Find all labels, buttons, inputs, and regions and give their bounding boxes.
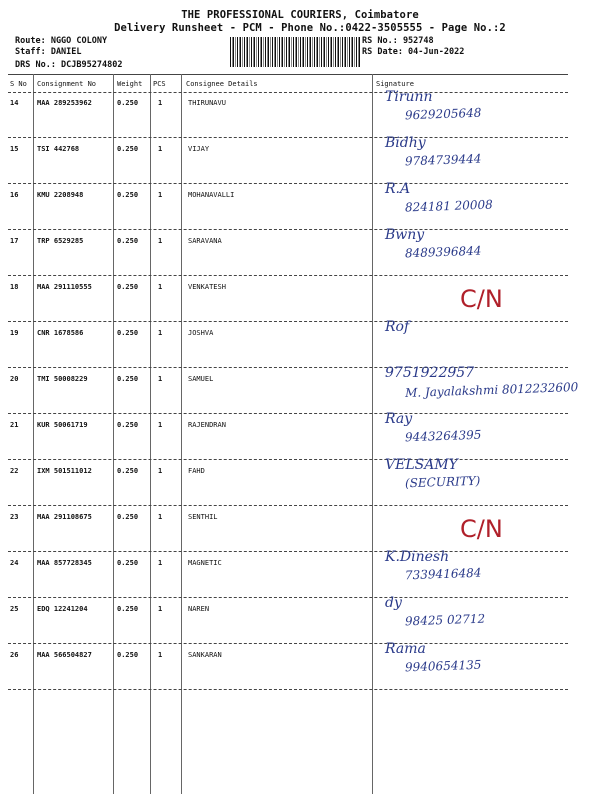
cell-consignee: NAREN	[188, 605, 210, 613]
table-top-border	[8, 74, 568, 75]
cell-consignee: MOHANAVALLI	[188, 191, 235, 199]
cell-sno: 17	[10, 237, 19, 245]
cell-pcs: 1	[158, 651, 163, 659]
cell-consignment: IXM 501511012	[37, 467, 92, 475]
cell-consignee: JOSHVA	[188, 329, 214, 337]
cell-consignee: FAHD	[188, 467, 205, 475]
handwritten-signature: Tirunn	[385, 89, 433, 105]
table-row	[0, 135, 600, 191]
cell-sno: 23	[10, 513, 19, 521]
cell-consignment: MAA 291108675	[37, 513, 92, 521]
cell-weight: 0.250	[117, 605, 139, 613]
cell-consignee: VENKATESH	[188, 283, 226, 291]
runsheet-title: THE PROFESSIONAL COURIERS, Coimbatore	[181, 9, 419, 21]
handwritten-phone: M. Jayalakshmi 8012232600	[404, 379, 579, 401]
row-divider	[8, 413, 568, 414]
drs-number: DRS No.: DCJB95274802	[15, 60, 123, 70]
cell-consignment: TMI 50008229	[37, 375, 88, 383]
cell-pcs: 1	[158, 375, 163, 383]
cell-sno: 22	[10, 467, 19, 475]
handwritten-signature: C/N	[460, 515, 503, 543]
cell-weight: 0.250	[117, 191, 139, 199]
cell-pcs: 1	[158, 237, 163, 245]
cell-consignment: TRP 6529285	[37, 237, 84, 245]
column-header-consignment: Consignment No	[37, 80, 97, 88]
cell-sno: 15	[10, 145, 19, 153]
row-divider	[8, 183, 568, 184]
cell-pcs: 1	[158, 513, 163, 521]
cell-consignment: MAA 857728345	[37, 559, 92, 567]
cell-weight: 0.250	[117, 467, 139, 475]
cell-weight: 0.250	[117, 283, 139, 291]
handwritten-signature: K.Dinesh	[385, 549, 450, 565]
cell-pcs: 1	[158, 559, 163, 567]
cell-consignee: VIJAY	[188, 145, 210, 153]
handwritten-signature: Bidhy	[385, 135, 426, 151]
cell-sno: 25	[10, 605, 19, 613]
cell-sno: 14	[10, 99, 19, 107]
cell-weight: 0.250	[117, 513, 139, 521]
cell-weight: 0.250	[117, 145, 139, 153]
cell-consignment: EDQ 12241204	[37, 605, 88, 613]
handwritten-signature: Rama	[385, 641, 426, 657]
cell-consignment: KMU 2208948	[37, 191, 84, 199]
header-divider	[8, 92, 568, 93]
route-label: Route: NGGO COLONY	[15, 36, 108, 46]
cell-consignment: MAA 566504827	[37, 651, 92, 659]
cell-pcs: 1	[158, 145, 163, 153]
column-header-pcs: PCS	[153, 80, 166, 88]
handwritten-signature: R.A	[385, 181, 411, 197]
row-divider	[8, 597, 568, 598]
cell-weight: 0.250	[117, 329, 139, 337]
row-divider	[8, 229, 568, 230]
row-divider	[8, 643, 568, 644]
table-row	[0, 89, 600, 145]
cell-consignment: MAA 291110555	[37, 283, 92, 291]
handwritten-phone: 9940654135	[404, 657, 482, 675]
handwritten-phone: 824181 20008	[404, 197, 494, 215]
cell-sno: 20	[10, 375, 19, 383]
handwritten-signature: 9751922957	[385, 365, 475, 381]
cell-weight: 0.250	[117, 375, 139, 383]
cell-pcs: 1	[158, 191, 163, 199]
row-divider	[8, 367, 568, 368]
cell-pcs: 1	[158, 283, 163, 291]
cell-sno: 19	[10, 329, 19, 337]
cell-pcs: 1	[158, 467, 163, 475]
cell-consignee: RAJENDRAN	[188, 421, 226, 429]
rs-number: RS No.: 952748	[362, 36, 434, 46]
row-divider	[8, 275, 568, 276]
table-row	[0, 411, 600, 467]
handwritten-phone: 98425 02712	[404, 611, 486, 629]
staff-label: Staff: DANIEL	[15, 47, 82, 57]
handwritten-phone: 7339416484	[404, 565, 482, 583]
table-row	[0, 641, 600, 697]
cell-consignment: KUR 50061719	[37, 421, 88, 429]
cell-sno: 18	[10, 283, 19, 291]
cell-pcs: 1	[158, 605, 163, 613]
row-divider	[8, 459, 568, 460]
cell-consignee: MAGNETIC	[188, 559, 222, 567]
cell-pcs: 1	[158, 421, 163, 429]
cell-weight: 0.250	[117, 559, 139, 567]
cell-pcs: 1	[158, 329, 163, 337]
handwritten-signature: VELSAMY	[385, 457, 458, 473]
handwritten-signature: dy	[385, 595, 402, 611]
cell-sno: 24	[10, 559, 19, 567]
table-row	[0, 319, 600, 375]
cell-weight: 0.250	[117, 651, 139, 659]
row-divider	[8, 689, 568, 690]
handwritten-signature: Ray	[385, 411, 413, 427]
cell-sno: 26	[10, 651, 19, 659]
handwritten-signature: Bwny	[385, 227, 425, 243]
cell-consignment: CNR 1678586	[37, 329, 84, 337]
barcode	[230, 37, 360, 67]
cell-consignee: SANKARAN	[188, 651, 222, 659]
cell-consignee: SARAVANA	[188, 237, 222, 245]
handwritten-signature: C/N	[460, 285, 503, 313]
row-divider	[8, 551, 568, 552]
column-header-signature: Signature	[376, 80, 414, 88]
cell-consignment: MAA 289253962	[37, 99, 92, 107]
handwritten-phone: 8489396844	[404, 243, 482, 261]
cell-consignee: THIRUNAVU	[188, 99, 226, 107]
row-divider	[8, 137, 568, 138]
cell-sno: 16	[10, 191, 19, 199]
row-divider	[8, 321, 568, 322]
table-row	[0, 365, 600, 421]
table-row	[0, 513, 600, 559]
column-header-sno: S No	[10, 80, 27, 88]
table-row	[0, 283, 600, 329]
handwritten-phone: (SECURITY)	[404, 473, 481, 491]
table-row	[0, 457, 600, 513]
table-row	[0, 595, 600, 651]
table-row	[0, 549, 600, 605]
cell-weight: 0.250	[117, 421, 139, 429]
handwritten-phone: 9443264395	[404, 427, 482, 445]
column-header-weight: Weight	[117, 80, 143, 88]
runsheet-subtitle: Delivery Runsheet - PCM - Phone No.:0422-3505555 - Page No.:2	[114, 22, 506, 34]
cell-weight: 0.250	[117, 237, 139, 245]
handwritten-phone: 9784739444	[404, 151, 482, 169]
handwritten-signature: Rof	[385, 319, 410, 335]
cell-weight: 0.250	[117, 99, 139, 107]
cell-consignee: SAMUEL	[188, 375, 214, 383]
cell-pcs: 1	[158, 99, 163, 107]
cell-sno: 21	[10, 421, 19, 429]
row-divider	[8, 505, 568, 506]
rs-date: RS Date: 04-Jun-2022	[362, 47, 465, 57]
column-header-consignee: Consignee Details	[186, 80, 258, 88]
cell-consignee: SENTHIL	[188, 513, 218, 521]
handwritten-phone: 9629205648	[404, 105, 482, 123]
table-row	[0, 181, 600, 237]
table-row	[0, 227, 600, 283]
cell-consignment: TSI 442768	[37, 145, 80, 153]
